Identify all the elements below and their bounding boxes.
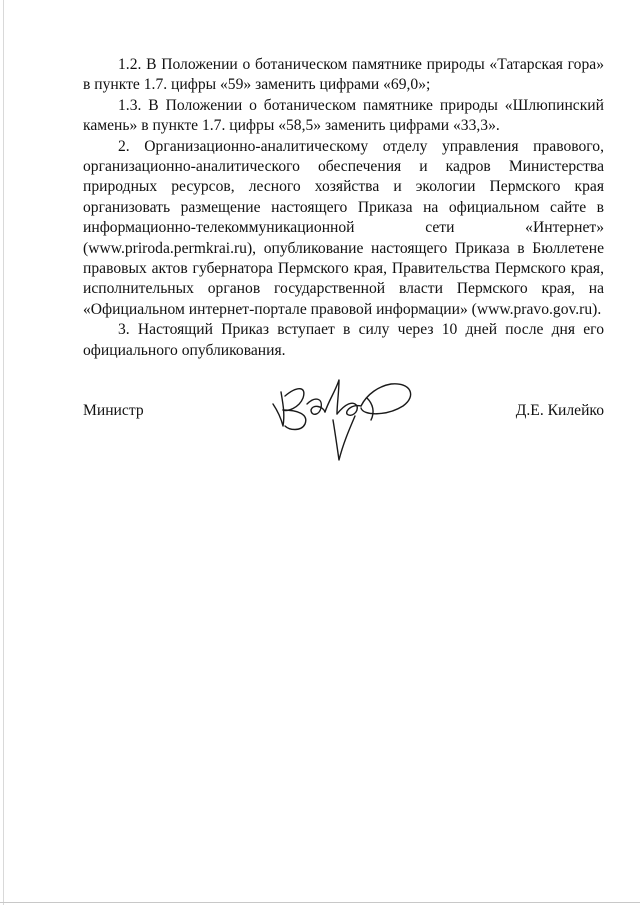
signatory-title: Министр [83, 402, 144, 419]
page-left-edge [3, 0, 4, 905]
document-body [83, 55, 604, 361]
paragraph-1-2: 1.2. В Положении о ботаническом памятнике природы «Татарская гора» в пункте 1.7. цифры «59» заменить цифрами «69,0»; [83, 56, 604, 94]
paragraph-3: 3. Настоящий Приказ вступает в силу через 10 дней после дня его официального опубликования. [83, 321, 604, 359]
handwritten-signature [263, 374, 423, 464]
paragraph-2: 2. Организационно-аналитическому отделу управления правового, организационно-аналитического обеспечения и кадров Министерства природных ресурсов, лесного хозяйства и экологии Пермского края организовать размещение настоящего Приказа на официальном сайте в информационно-телекоммуникационной сети «Интернет» (www.priroda.permkrai.ru), опубликование настоящего Приказа в Бюллетене правовых актов губернатора Пермского края, Правительства Пермского края, исполнительных органов государственной власти Пермского края, на «Официальном интернет-портале правовой информации» (www.pravo.gov.ru). [83, 137, 604, 318]
paragraph-1-3: 1.3. В Положении о ботаническом памятнике природы «Шлюпинский камень» в пункте 1.7. цифры «58,5» заменить цифрами «33,3». [83, 96, 604, 135]
signatory-name: Д.Е. Килейко [515, 402, 604, 419]
page-bottom-edge [0, 902, 640, 903]
signature-block [83, 394, 604, 474]
